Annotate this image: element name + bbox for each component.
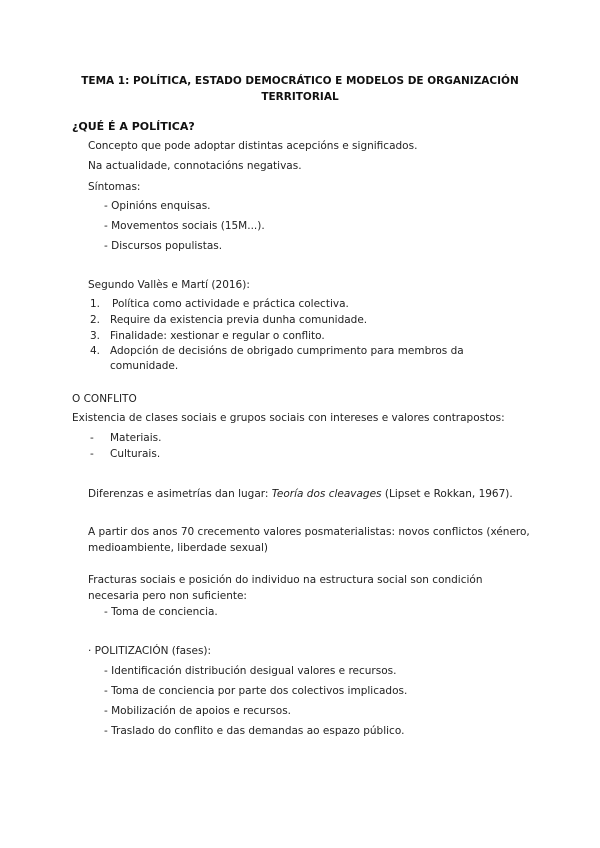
paragraph-actualidade: Na actualidade, connotacións negativas. — [88, 160, 302, 172]
list-item: - Movementos sociais (15M...). — [104, 220, 265, 232]
list-number: 4. — [90, 345, 101, 357]
list-item: - Mobilización de apoios e recursos. — [104, 705, 292, 717]
paragraph-source: Segundo Vallès e Martí (2016): — [88, 279, 250, 291]
list-dash: - — [90, 432, 94, 444]
list-item: - Traslado do conflito e das demandas ao espazo público. — [104, 725, 405, 737]
section-heading-politizacion: · POLITIZACIÓN (fases): — [88, 645, 212, 657]
cleavages-citation: (Lipset e Rokkan, 1967). — [381, 488, 513, 500]
list-item: - Discursos populistas. — [104, 240, 223, 252]
paragraph-fracturas-cont: necesaria pero non suficiente: — [88, 590, 247, 602]
paragraph-concepto: Concepto que pode adoptar distintas acepcións e significados. — [88, 140, 418, 152]
list-item: Require da existencia previa dunha comunidade. — [110, 314, 368, 326]
list-item: - Opinións enquisas. — [104, 200, 211, 212]
list-dash: - — [90, 448, 94, 460]
paragraph-existencia: Existencia de clases sociais e grupos sociais con intereses e valores contrapostos: — [72, 412, 505, 424]
paragraph-fracturas: Fracturas sociais e posición do individuo na estructura social son condición — [88, 574, 483, 586]
list-item-continuation: comunidade. — [110, 360, 179, 372]
paragraph-cleavages — [88, 487, 513, 501]
paragraph-sintomas: Síntomas: — [88, 181, 141, 193]
cleavages-text: Diferenzas e asimetrías dan lugar: — [88, 488, 272, 500]
list-item: Materiais. — [110, 432, 162, 444]
paragraph-posmaterialistas: A partir dos anos 70 crecemento valores posmaterialistas: novos conflictos (xénero, — [88, 526, 530, 538]
list-number: 3. — [90, 330, 101, 342]
list-item: Adopción de decisións de obrigado cumprimento para membros da — [110, 345, 464, 357]
paragraph-posmaterialistas-cont: medioambiente, liberdade sexual) — [88, 542, 269, 554]
cleavages-theory: Teoría dos cleavages — [271, 488, 382, 500]
list-item: Política como actividade e práctica colectiva. — [112, 298, 349, 310]
section-heading-conflito: O CONFLITO — [72, 393, 137, 405]
list-item: - Identificación distribución desigual valores e recursos. — [104, 665, 397, 677]
list-item: Culturais. — [110, 448, 161, 460]
list-item: Finalidade: xestionar e regular o conflito. — [110, 330, 325, 342]
list-number: 2. — [90, 314, 101, 326]
document-title: TEMA 1: POLÍTICA, ESTADO DEMOCRÁTICO E MODELOS DE ORGANIZACIÓN TERRITORIAL — [81, 75, 519, 103]
list-item: - Toma de conciencia por parte dos colectivos implicados. — [104, 685, 408, 697]
list-number: 1. — [90, 298, 101, 310]
list-item: - Toma de conciencia. — [104, 606, 218, 618]
section-heading-politica: ¿QUÉ É A POLÍTICA? — [72, 120, 195, 133]
